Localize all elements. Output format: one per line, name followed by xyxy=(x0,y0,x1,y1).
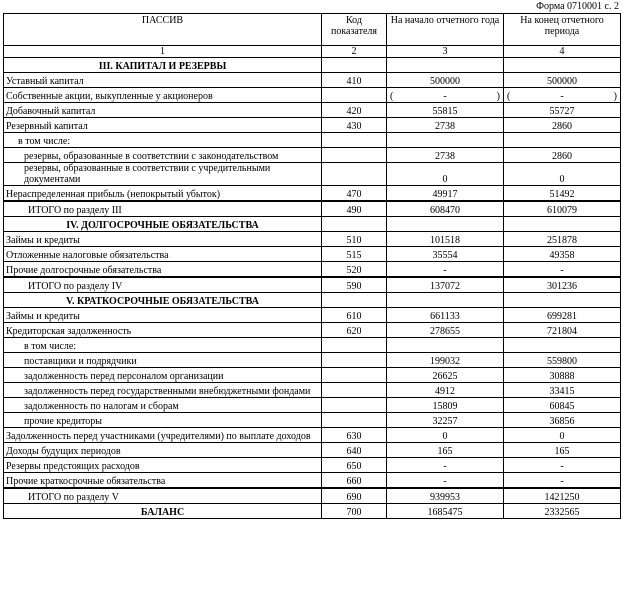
row-code: 490 xyxy=(322,201,387,217)
value-start-of-year: 35554 xyxy=(387,247,504,262)
value-end-of-period xyxy=(504,88,621,103)
row-code xyxy=(322,368,387,383)
row-label: ИТОГО по разделу III xyxy=(4,201,322,217)
row-label: резервы, образованные в соответствии с учредительными документами xyxy=(4,163,322,186)
table-header-row xyxy=(4,14,621,46)
row-code: 410 xyxy=(322,73,387,88)
value-end-of-period: 36856 xyxy=(504,413,621,428)
row-code: 660 xyxy=(322,473,387,489)
row-code xyxy=(322,58,387,73)
table-row xyxy=(4,413,621,428)
row-code xyxy=(322,383,387,398)
row-label: резервы, образованные в соответствии с законодательством xyxy=(4,148,322,163)
value-end-of-period xyxy=(504,217,621,232)
row-code: 640 xyxy=(322,443,387,458)
value-start-of-year: - xyxy=(387,458,504,473)
row-label: Займы и кредиты xyxy=(4,232,322,247)
value-end-of-period: 559800 xyxy=(504,353,621,368)
value-start-of-year: 1685475 xyxy=(387,504,504,519)
row-label: Доходы будущих периодов xyxy=(4,443,322,458)
column-numbers-row xyxy=(4,46,621,58)
row-code: 420 xyxy=(322,103,387,118)
row-code: 620 xyxy=(322,323,387,338)
row-label: поставщики и подрядчики xyxy=(4,353,322,368)
column-number: 4 xyxy=(504,46,621,58)
value-end-of-period: 610079 xyxy=(504,201,621,217)
row-label: Займы и кредиты xyxy=(4,308,322,323)
value-start-of-year xyxy=(387,58,504,73)
value-end-of-period: 721804 xyxy=(504,323,621,338)
table-row xyxy=(4,232,621,247)
row-code: 610 xyxy=(322,308,387,323)
row-label: Отложенные налоговые обязательства xyxy=(4,247,322,262)
row-code xyxy=(322,88,387,103)
value-start-of-year xyxy=(387,133,504,148)
value-start-of-year: 26625 xyxy=(387,368,504,383)
value-start-of-year: 500000 xyxy=(387,73,504,88)
value-end-of-period: 2860 xyxy=(504,148,621,163)
row-code: 690 xyxy=(322,488,387,504)
table-row xyxy=(4,118,621,133)
value-start-of-year: 608470 xyxy=(387,201,504,217)
header-end-of-period: На конец отчетного периода xyxy=(504,14,621,46)
row-code: 515 xyxy=(322,247,387,262)
close-paren: ) xyxy=(496,91,500,102)
row-code: 590 xyxy=(322,277,387,293)
row-label: задолженность перед персоналом организации xyxy=(4,368,322,383)
table-row xyxy=(4,217,621,232)
close-paren: ) xyxy=(613,91,617,102)
row-label: задолженность перед государственными внебюджетными фондами xyxy=(4,383,322,398)
table-row xyxy=(4,353,621,368)
row-code xyxy=(322,398,387,413)
value-start-of-year xyxy=(387,338,504,353)
row-code xyxy=(322,148,387,163)
value-start-of-year: 2738 xyxy=(387,118,504,133)
value-end-of-period: 51492 xyxy=(504,186,621,202)
row-code: 520 xyxy=(322,262,387,278)
value-end-of-period: 30888 xyxy=(504,368,621,383)
row-code: 510 xyxy=(322,232,387,247)
value-start-of-year: - xyxy=(387,473,504,489)
header-code: Код показателя xyxy=(322,14,387,46)
row-label: III. КАПИТАЛ И РЕЗЕРВЫ xyxy=(4,58,322,73)
row-label: Прочие долгосрочные обязательства xyxy=(4,262,322,278)
value-start-of-year: 15809 xyxy=(387,398,504,413)
value-end-of-period xyxy=(504,133,621,148)
row-label: Уставный капитал xyxy=(4,73,322,88)
table-row xyxy=(4,277,621,293)
value-end-of-period: 2860 xyxy=(504,118,621,133)
value-end-of-period: 699281 xyxy=(504,308,621,323)
column-number: 3 xyxy=(387,46,504,58)
value-start-of-year: - xyxy=(387,262,504,278)
value-text: - xyxy=(560,91,564,102)
row-label: Задолженность перед участниками (учредителями) по выплате доходов xyxy=(4,428,322,443)
open-paren: ( xyxy=(390,91,394,102)
row-code xyxy=(322,413,387,428)
row-code xyxy=(322,163,387,186)
value-end-of-period: - xyxy=(504,458,621,473)
table-row xyxy=(4,443,621,458)
value-end-of-period: 0 xyxy=(504,428,621,443)
value-start-of-year: 0 xyxy=(387,428,504,443)
value-start-of-year: 2738 xyxy=(387,148,504,163)
value-start-of-year: 55815 xyxy=(387,103,504,118)
row-code: 470 xyxy=(322,186,387,202)
value-end-of-period: 55727 xyxy=(504,103,621,118)
value-end-of-period xyxy=(504,58,621,73)
value-start-of-year: 165 xyxy=(387,443,504,458)
value-end-of-period: 33415 xyxy=(504,383,621,398)
table-row xyxy=(4,103,621,118)
row-label: Добавочный капитал xyxy=(4,103,322,118)
value-start-of-year: 101518 xyxy=(387,232,504,247)
form-number: Форма 0710001 с. 2 xyxy=(536,1,619,12)
row-label: Кредиторская задолженность xyxy=(4,323,322,338)
value-start-of-year: 0 xyxy=(387,163,504,186)
value-end-of-period: - xyxy=(504,262,621,278)
table-row xyxy=(4,262,621,278)
value-end-of-period xyxy=(504,338,621,353)
table-row xyxy=(4,148,621,163)
row-label: задолженность по налогам и сборам xyxy=(4,398,322,413)
table-row xyxy=(4,186,621,202)
row-label: БАЛАНС xyxy=(4,504,322,519)
table-row xyxy=(4,368,621,383)
value-end-of-period: 500000 xyxy=(504,73,621,88)
table-row xyxy=(4,458,621,473)
table-row xyxy=(4,323,621,338)
table-row xyxy=(4,73,621,88)
row-code: 630 xyxy=(322,428,387,443)
row-code: 650 xyxy=(322,458,387,473)
row-label: ИТОГО по разделу V xyxy=(4,488,322,504)
row-label: прочие кредиторы xyxy=(4,413,322,428)
table-row xyxy=(4,428,621,443)
value-start-of-year xyxy=(387,217,504,232)
row-code: 700 xyxy=(322,504,387,519)
value-start-of-year: 661133 xyxy=(387,308,504,323)
row-code xyxy=(322,133,387,148)
row-label: Прочие краткосрочные обязательства xyxy=(4,473,322,489)
value-end-of-period: 301236 xyxy=(504,277,621,293)
row-label: Резервный капитал xyxy=(4,118,322,133)
table-row xyxy=(4,398,621,413)
value-end-of-period: 60845 xyxy=(504,398,621,413)
balance-liabilities-table xyxy=(3,13,621,519)
open-paren: ( xyxy=(507,91,511,102)
header-liabilities: ПАССИВ xyxy=(4,14,322,46)
row-label: Резервы предстоящих расходов xyxy=(4,458,322,473)
table-row xyxy=(4,163,621,186)
value-end-of-period xyxy=(504,293,621,308)
value-start-of-year: 137072 xyxy=(387,277,504,293)
value-text: - xyxy=(443,91,447,102)
row-code xyxy=(322,338,387,353)
row-label: IV. ДОЛГОСРОЧНЫЕ ОБЯЗАТЕЛЬСТВА xyxy=(4,217,322,232)
row-code xyxy=(322,293,387,308)
table-row xyxy=(4,58,621,73)
table-row xyxy=(4,473,621,489)
value-end-of-period: 2332565 xyxy=(504,504,621,519)
value-end-of-period: 1421250 xyxy=(504,488,621,504)
table-row xyxy=(4,488,621,504)
value-end-of-period: - xyxy=(504,473,621,489)
value-start-of-year: 4912 xyxy=(387,383,504,398)
row-label: V. КРАТКОСРОЧНЫЕ ОБЯЗАТЕЛЬСТВА xyxy=(4,293,322,308)
value-end-of-period: 49358 xyxy=(504,247,621,262)
value-end-of-period: 165 xyxy=(504,443,621,458)
value-start-of-year xyxy=(387,293,504,308)
value-start-of-year: 199032 xyxy=(387,353,504,368)
row-label: Нераспределенная прибыль (непокрытый убыток) xyxy=(4,186,322,202)
table-row xyxy=(4,504,621,519)
header-start-of-year: На начало отчетного года xyxy=(387,14,504,46)
row-label: ИТОГО по разделу IV xyxy=(4,277,322,293)
column-number: 1 xyxy=(4,46,322,58)
row-label: Собственные акции, выкупленные у акционеров xyxy=(4,88,322,103)
value-start-of-year xyxy=(387,88,504,103)
table-row xyxy=(4,383,621,398)
table-row xyxy=(4,88,621,103)
table-row xyxy=(4,247,621,262)
value-start-of-year: 49917 xyxy=(387,186,504,202)
value-start-of-year: 939953 xyxy=(387,488,504,504)
value-start-of-year: 32257 xyxy=(387,413,504,428)
row-code: 430 xyxy=(322,118,387,133)
value-start-of-year: 278655 xyxy=(387,323,504,338)
table-row xyxy=(4,293,621,308)
column-number: 2 xyxy=(322,46,387,58)
row-code xyxy=(322,353,387,368)
value-end-of-period: 251878 xyxy=(504,232,621,247)
row-code xyxy=(322,217,387,232)
row-label: в том числе: xyxy=(4,338,322,353)
table-row xyxy=(4,308,621,323)
table-row xyxy=(4,133,621,148)
value-end-of-period: 0 xyxy=(504,163,621,186)
table-row xyxy=(4,201,621,217)
table-row xyxy=(4,338,621,353)
row-label: в том числе: xyxy=(4,133,322,148)
